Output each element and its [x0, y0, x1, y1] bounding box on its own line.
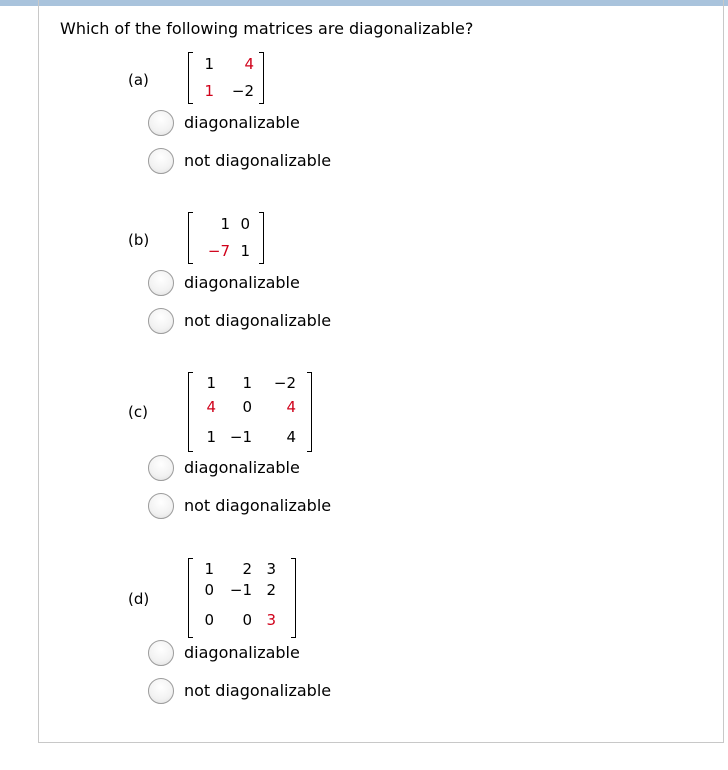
matrix-cell: 3	[266, 611, 276, 629]
matrix-cell: 2	[266, 581, 276, 599]
radio-button[interactable]	[148, 270, 174, 296]
matrix-cell: −2	[273, 374, 296, 392]
matrix-cell: −1	[229, 428, 252, 446]
radio-button[interactable]	[148, 493, 174, 519]
matrix-d	[188, 558, 296, 638]
matrix-cell: 1	[240, 242, 250, 260]
radio-button[interactable]	[148, 308, 174, 334]
matrix-cell: 3	[266, 560, 276, 578]
matrix-cell: −1	[229, 581, 252, 599]
radio-button[interactable]	[148, 640, 174, 666]
matrix-cell: 4	[286, 398, 296, 416]
matrix-cell: 0	[240, 215, 250, 233]
matrix-cell: −2	[231, 82, 254, 100]
matrix-cell: 1	[220, 215, 230, 233]
matrix-cell: 0	[242, 611, 252, 629]
matrix-cell: 1	[206, 428, 216, 446]
matrix-cell: 1	[206, 374, 216, 392]
matrix-cell: 4	[286, 428, 296, 446]
radio-button[interactable]	[148, 455, 174, 481]
matrix-cell: 4	[206, 398, 216, 416]
matrix-cell: 1	[204, 55, 214, 73]
part-label: (d)	[128, 590, 150, 608]
option-label: diagonalizable	[184, 643, 300, 662]
matrix-cell: 1	[204, 82, 214, 100]
option-label: not diagonalizable	[184, 311, 332, 330]
matrix-c	[188, 372, 312, 452]
part-label: (a)	[128, 71, 149, 89]
radio-button[interactable]	[148, 678, 174, 704]
option-label: not diagonalizable	[184, 681, 332, 700]
option-label: diagonalizable	[184, 273, 300, 292]
matrix-cell: −7	[207, 242, 230, 260]
option-label: diagonalizable	[184, 113, 300, 132]
option-label: not diagonalizable	[184, 151, 332, 170]
radio-button[interactable]	[148, 110, 174, 136]
option-label: diagonalizable	[184, 458, 300, 477]
matrix-cell: 2	[242, 560, 252, 578]
matrix-a	[188, 52, 264, 104]
part-label: (b)	[128, 231, 150, 249]
matrix-cell: 1	[242, 374, 252, 392]
matrix-cell: 1	[204, 560, 214, 578]
question-text: Which of the following matrices are diagonalizable?	[60, 19, 474, 38]
radio-button[interactable]	[148, 148, 174, 174]
option-label: not diagonalizable	[184, 496, 332, 515]
part-label: (c)	[128, 403, 148, 421]
matrix-cell: 0	[204, 611, 214, 629]
matrix-cell: 0	[204, 581, 214, 599]
matrix-b	[188, 212, 264, 264]
matrix-cell: 4	[244, 55, 254, 73]
matrix-cell: 0	[242, 398, 252, 416]
question-panel	[38, 0, 724, 743]
